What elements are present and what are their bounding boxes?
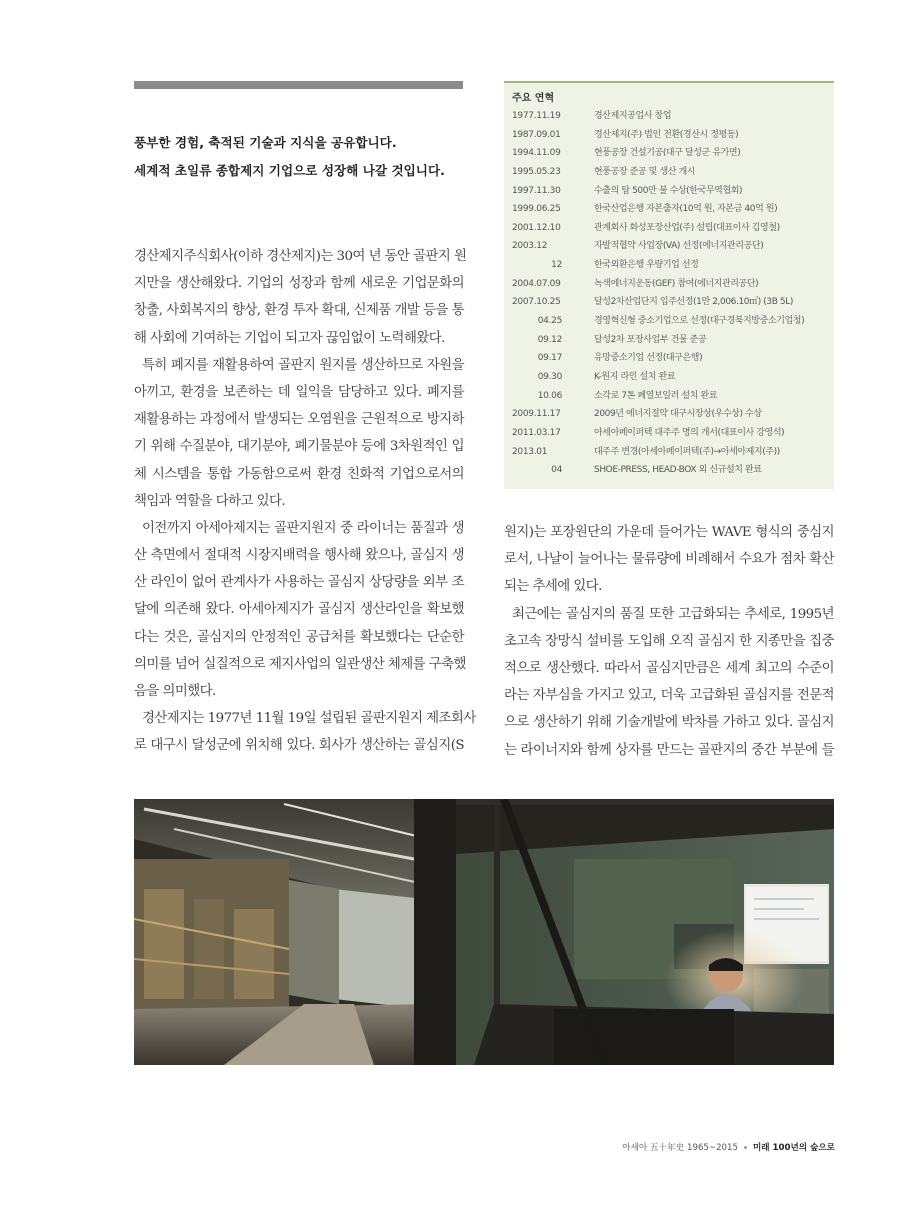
body-line: 로서, 나날이 늘어나는 물류량에 비례해서 수요가 점차 확산 (504, 552, 834, 568)
body-line: 아끼고, 환경을 보존하는 데 일익을 담당하고 있다. 폐지를 (134, 384, 464, 400)
timeline-date: 2001.12.10 (512, 222, 561, 233)
body-line: 음을 의미했다. (134, 684, 216, 699)
timeline-event: 수출의 탑 500만 불 수상(한국무역협회) (594, 185, 743, 196)
intro-line: 세계적 초일류 종합제지 기업으로 성장해 나갈 것입니다. (134, 163, 445, 178)
body-line: 창출, 사회복지의 향상, 환경 투자 확대, 신제품 개발 등을 통 (134, 303, 464, 319)
timeline-date: 2003.12 (512, 241, 548, 252)
history-timeline-box (504, 81, 834, 489)
timeline-row (512, 107, 830, 126)
timeline-row (512, 443, 830, 462)
timeline-row (512, 312, 830, 331)
page-footer (622, 1141, 835, 1153)
timeline-row (512, 182, 830, 201)
body-line: 이전까지 아세아제지는 골판지원지 중 라이너는 품질과 생 (142, 520, 464, 536)
body-column-left (134, 243, 476, 760)
body-line: 체 시스템을 통합 가동함으로써 환경 친화적 기업으로서의 (134, 466, 464, 482)
timeline-date: 12 (551, 260, 562, 271)
body-line: 경산제지는 1977년 11월 19일 설립된 골판지원지 제조회사 (142, 711, 476, 727)
body-line: 적으로 생산했다. 따라서 골심지만큼은 세계 최고의 수준이 (504, 660, 834, 676)
timeline-row (512, 163, 830, 182)
timeline-event: 아세아페이퍼텍 대주주 명의 개서(대표이사 강영석) (594, 427, 785, 438)
timeline-event: 경영혁신형 중소기업으로 선정(대구경북지방중소기업청) (594, 316, 805, 327)
timeline-row (512, 331, 830, 350)
body-line: 최근에는 골심지의 품질 또한 고급화되는 추세로, 1995년 (512, 606, 834, 622)
timeline-row (512, 144, 830, 163)
timeline-list (512, 107, 830, 480)
body-line: 다는 것은, 골심지의 안정적인 공급처를 확보했다는 단순한 (134, 629, 464, 645)
timeline-event: 달성2차 포장사업부 건물 준공 (594, 334, 707, 345)
timeline-event: 달성2차산업단지 입주선정(1만 2,006.10㎡) (3B 5L) (594, 297, 793, 308)
timeline-row (512, 275, 830, 294)
intro-line: 풍부한 경험, 축적된 기술과 지식을 공유합니다. (134, 135, 397, 150)
timeline-date: 04 (551, 465, 562, 476)
timeline-date: 10.06 (537, 390, 562, 401)
timeline-event: 관계회사 화성포장산업(주) 설립(대표이사 김영철) (594, 222, 780, 233)
body-line: 지만을 생산해왔다. 기업의 성장과 함께 새로운 기업문화의 (134, 276, 464, 292)
body-line: 로 대구시 달성군에 위치해 있다. 회사가 생산하는 골심지(S (134, 738, 464, 754)
timeline-row (512, 387, 830, 406)
body-line: 재활용하는 과정에서 발생되는 오염원을 근원적으로 방지하 (134, 412, 464, 428)
intro-heading (134, 133, 474, 189)
timeline-date: 1997.11.30 (512, 185, 561, 196)
body-line: 해 사회에 기여하는 기업이 되고자 끊임없이 노력해왔다. (134, 330, 445, 346)
timeline-date: 1999.06.25 (512, 204, 561, 215)
body-line: 의미를 넘어 실질적으로 제지사업의 일관생산 체제를 구축했 (134, 656, 466, 672)
timeline-date: 2004.07.09 (512, 278, 561, 289)
body-line: 책임과 역할을 다하고 있다. (134, 493, 286, 509)
body-line: 으로 생산하기 위해 기술개발에 박차를 가하고 있다. 골심지 (504, 715, 834, 731)
timeline-event: 한국산업은행 자본출자(10억 원, 자본금 40억 원) (594, 204, 778, 215)
timeline-event: 경산제지공업사 창업 (594, 111, 672, 121)
timeline-event: 소각로 7톤 폐열보일러 설치 완료 (594, 390, 717, 401)
body-line: 는 라이너지와 함께 상자를 만드는 골판지의 중간 부분에 들 (504, 742, 834, 758)
timeline-event: 유망중소기업 선정(대구은행) (594, 353, 703, 364)
timeline-event: 자발적협약 사업장(VA) 선정(에너지관리공단) (594, 241, 764, 252)
timeline-date: 2007.10.25 (512, 297, 561, 308)
timeline-date: 09.12 (537, 334, 562, 345)
body-line: 되는 추세에 있다. (504, 579, 602, 595)
timeline-row (512, 461, 830, 480)
timeline-row (512, 219, 830, 238)
timeline-row (512, 405, 830, 424)
timeline-row (512, 256, 830, 275)
timeline-event: 한국외환은행 우량기업 선정 (594, 260, 699, 271)
footer-chapter-title: 미래 100년의 숲으로 (752, 1143, 835, 1153)
body-column-right (504, 519, 834, 764)
timeline-event: 녹색에너지운동(GEF) 참여(에너지관리공단) (594, 278, 759, 289)
timeline-event: 대주주 변경(아세아페이퍼텍(주)→아세아제지(주)) (594, 446, 780, 457)
timeline-date: 09.17 (537, 353, 562, 364)
body-line: 초고속 장망식 설비를 도입해 오직 골심지 한 지종만을 집중 (504, 633, 834, 649)
timeline-row (512, 200, 830, 219)
timeline-row (512, 349, 830, 368)
timeline-date: 1995.05.23 (512, 166, 561, 177)
body-line: 기 위해 수질분야, 대기분야, 폐기물분야 등에 3차원적인 입 (134, 439, 464, 455)
footer-book-title: 아세아 五十年史 1965~2015 (622, 1143, 738, 1153)
timeline-row (512, 293, 830, 312)
timeline-date: 1977.11.19 (512, 111, 561, 121)
timeline-title: 주요 연혁 (512, 93, 555, 104)
timeline-row (512, 368, 830, 387)
body-line: 산 라인이 없어 관계사가 사용하는 골심지 상당량을 외부 조 (134, 575, 464, 591)
timeline-date: 2013.01 (512, 446, 548, 457)
body-line: 라는 자부심을 가지고 있고, 더욱 고급화된 골심지를 전문적 (504, 688, 834, 704)
timeline-date: 1994.11.09 (512, 148, 561, 159)
section-divider-bar (134, 81, 463, 89)
timeline-event: 현풍공장 준공 및 생산 개시 (594, 166, 696, 177)
body-line: 원지)는 포장원단의 가운데 들어가는 WAVE 형식의 중심지 (504, 525, 834, 540)
timeline-event: 경산제지(주) 법인 전환(경산시 정평동) (594, 129, 739, 140)
factory-control-room-photo (134, 799, 834, 1065)
timeline-date: 1987.09.01 (512, 129, 561, 140)
timeline-event: SHOE-PRESS, HEAD-BOX 외 신규설치 완료 (594, 465, 762, 476)
timeline-row (512, 126, 830, 145)
timeline-event: 현풍공장 건설기공(대구 달성군 유가면) (594, 148, 741, 159)
timeline-event: K-원지 라인 설치 완료 (594, 371, 676, 382)
timeline-date: 2011.03.17 (512, 427, 561, 438)
timeline-row (512, 424, 830, 443)
timeline-date: 09.30 (537, 371, 562, 382)
body-line: 달에 의존해 왔다. 아세아제지가 골심지 생산라인을 확보했 (134, 602, 464, 618)
body-line: 산 측면에서 절대적 시장지배력을 행사해 왔으나, 골심지 생 (134, 548, 464, 564)
body-line: 특히 폐지를 재활용하여 골판지 원지를 생산하므로 자원을 (142, 357, 464, 373)
timeline-date: 04.25 (537, 316, 562, 327)
timeline-row (512, 237, 830, 256)
footer-separator-dot (744, 1146, 747, 1149)
timeline-date: 2009.11.17 (512, 409, 561, 420)
body-line: 경산제지주식회사(이하 경산제지)는 30여 년 동안 골판지 원 (134, 249, 467, 264)
timeline-event: 2009년 에너지절약 대구시장상(우수상) 수상 (594, 409, 762, 420)
